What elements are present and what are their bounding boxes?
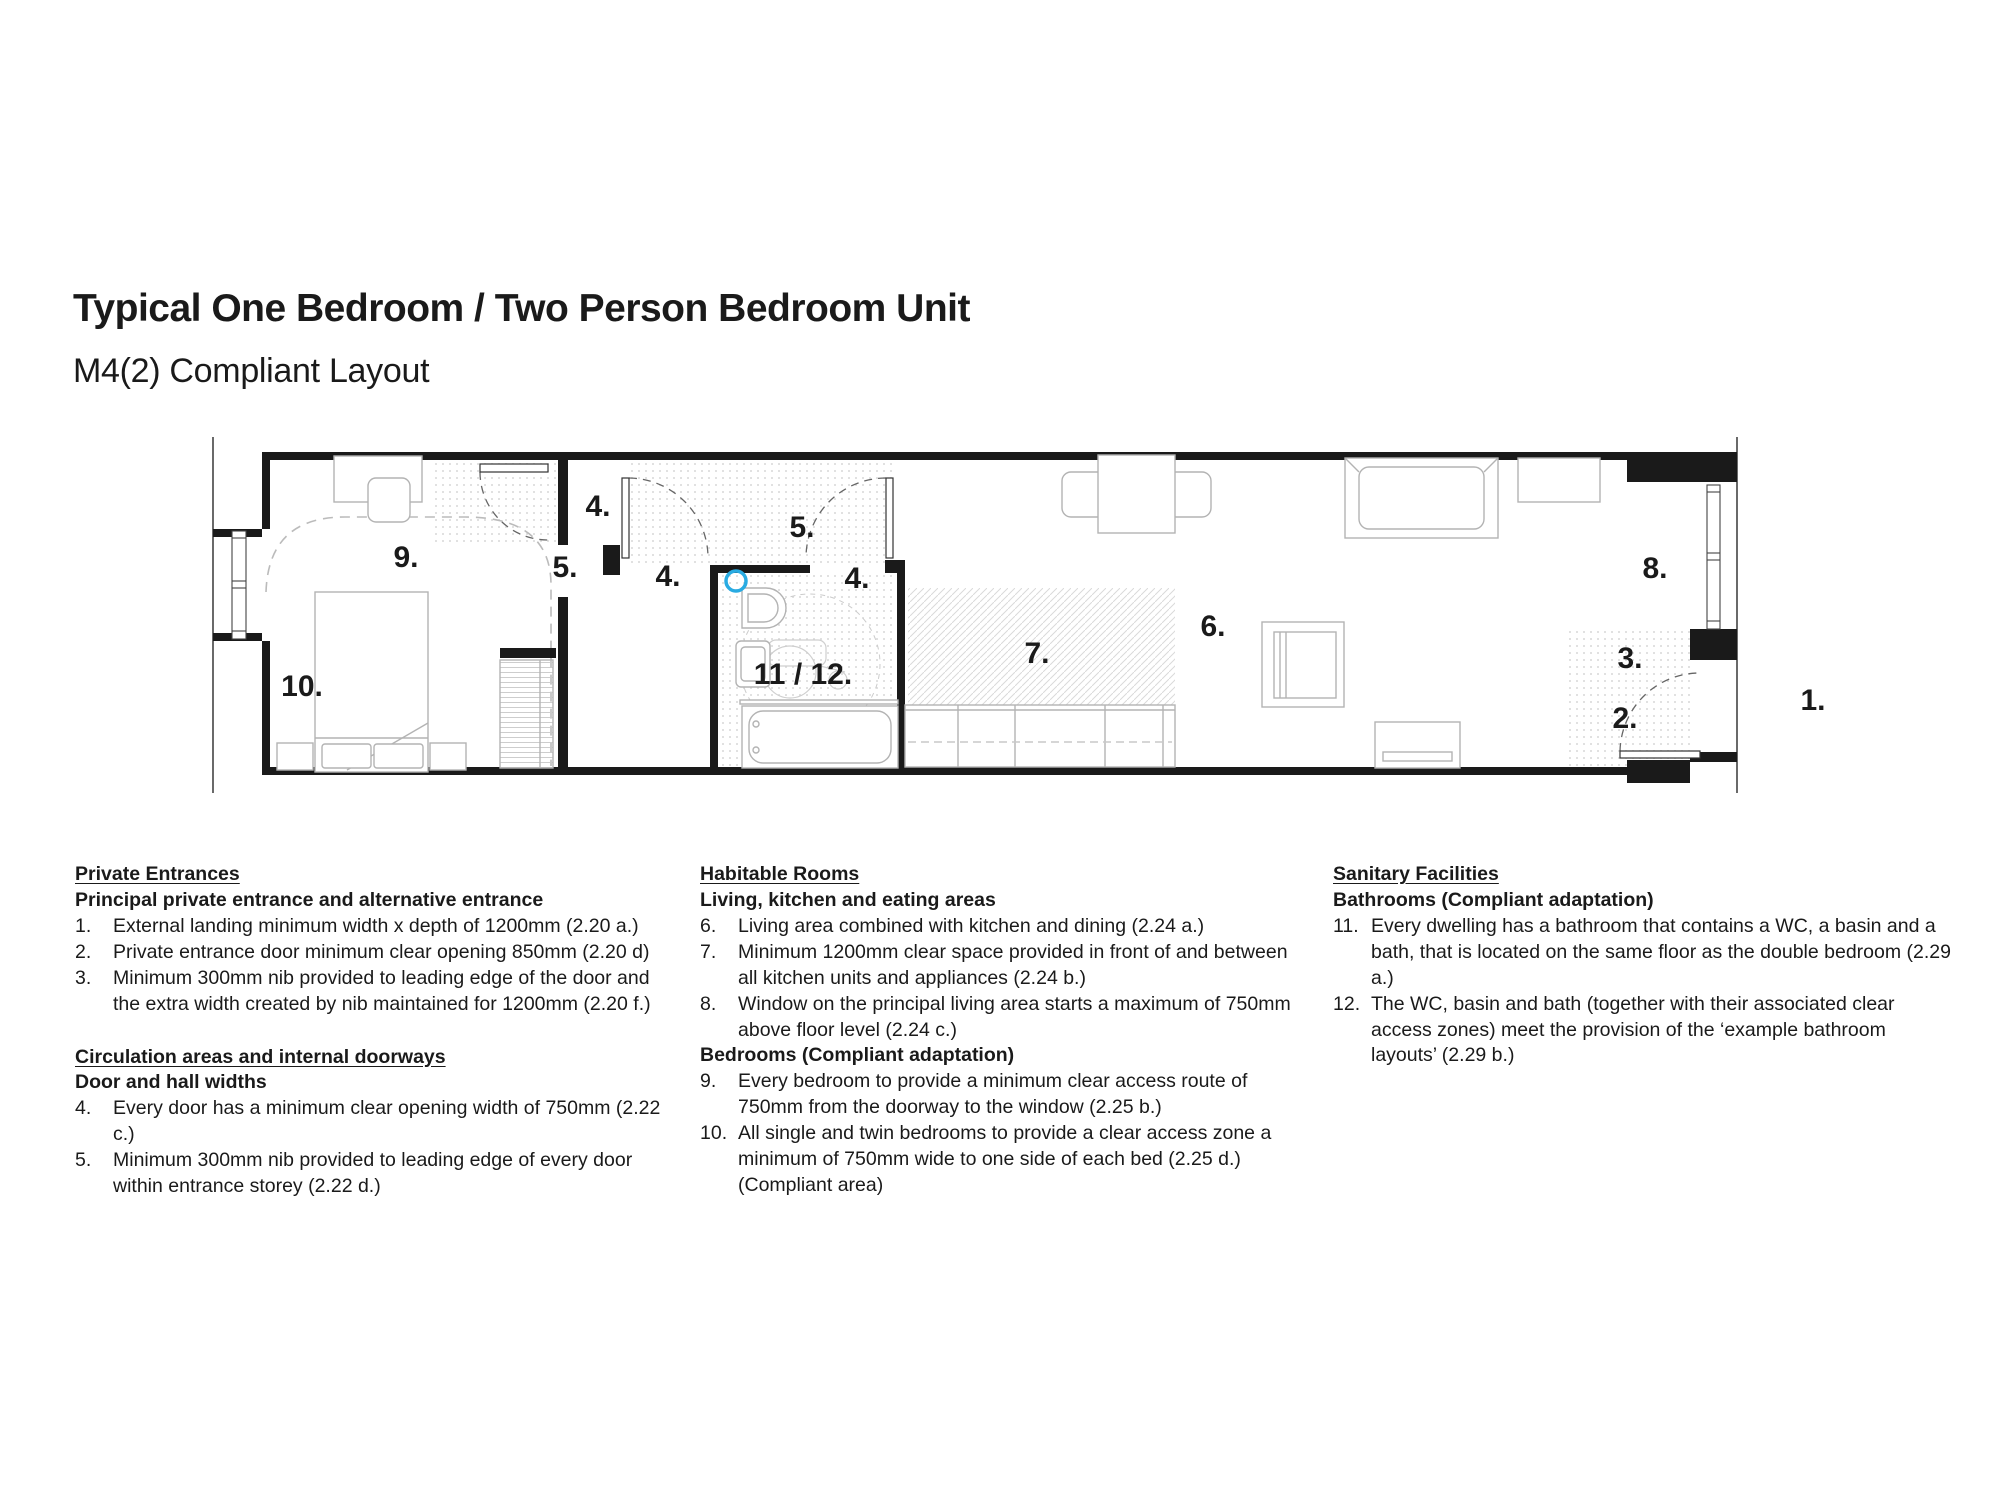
plan-label-5: 5. <box>789 511 815 544</box>
legend-item <box>700 1121 1300 1199</box>
item-number: 1. <box>75 914 92 937</box>
item-number: 5. <box>75 1149 92 1172</box>
section-subheading: Door and hall widths <box>75 1071 267 1094</box>
item-text: Private entrance door minimum clear opening 850mm (2.20 d) <box>113 940 650 963</box>
section-subheading: Bathrooms (Compliant adaptation) <box>1333 888 1654 911</box>
bath-tap <box>753 721 759 727</box>
item-text: External landing minimum width x depth of 1200mm (2.20 a.) <box>113 914 639 937</box>
section-heading: Private Entrances <box>75 863 240 885</box>
kitchen-counter <box>905 705 1175 767</box>
item-text: Minimum 300mm nib provided to leading edge of every door within entrance storey (2.22 d.) <box>113 1149 633 1198</box>
plan-label-4: 4. <box>844 562 870 595</box>
item-number: 7. <box>700 940 717 963</box>
wardrobe <box>500 660 553 768</box>
legend-item <box>700 992 1300 1044</box>
page-title: Typical One Bedroom / Two Person Bedroom Unit <box>73 287 970 330</box>
plan-label-1: 1. <box>1800 684 1826 717</box>
legend-item <box>700 940 1300 992</box>
section-heading: Circulation areas and internal doorways <box>75 1045 446 1068</box>
plan-label-2: 2. <box>1612 702 1638 735</box>
legend-section <box>700 1043 1300 1199</box>
item-number: 2. <box>75 940 92 963</box>
legend-column-sanitary-facilities <box>1333 862 1953 1069</box>
item-number: 12. <box>1333 992 1361 1015</box>
item-text: Living area combined with kitchen and dining (2.24 a.) <box>738 914 1205 937</box>
pillow <box>374 744 423 768</box>
item-number: 3. <box>75 966 92 989</box>
plan-label-1112: 11 / 12. <box>753 658 853 691</box>
section-heading: Sanitary Facilities <box>1333 863 1499 885</box>
entrance-nib-wall <box>1690 629 1737 660</box>
item-number: 10. <box>700 1122 728 1145</box>
legend-item <box>1333 914 1953 992</box>
plan-label-4: 4. <box>655 560 681 593</box>
plan-label-4: 4. <box>585 490 611 523</box>
section-subheading: Principal private entrance and alternative entrance <box>75 888 544 911</box>
item-text: Every bedroom to provide a minimum clear access route of 750mm from the doorway to the window (2.25 b.) <box>738 1070 1248 1119</box>
legend-section <box>700 862 1300 1043</box>
bedside-table <box>430 743 466 770</box>
plan-label-8: 8. <box>1642 552 1668 585</box>
plan-label-10: 10. <box>281 670 323 703</box>
item-number: 6. <box>700 914 717 937</box>
section-subheading: Bedrooms (Compliant adaptation) <box>700 1044 1015 1067</box>
plan-label-3: 3. <box>1617 642 1643 675</box>
legend-section <box>75 1045 675 1201</box>
page-subtitle: M4(2) Compliant Layout <box>73 352 430 390</box>
legend-column-private-entrances <box>75 862 675 1200</box>
legend-item <box>700 914 1300 940</box>
item-number: 4. <box>75 1097 92 1120</box>
legend-item <box>75 966 675 1018</box>
legend-item <box>75 940 675 966</box>
item-text: Window on the principal living area starts a maximum of 750mm above floor level (2.24 c.) <box>738 992 1291 1041</box>
legend-column-habitable-rooms <box>700 862 1300 1199</box>
item-text: The WC, basin and bath (together with their associated clear access zones) meet the provision of the ‘example bathroom layouts’ (2.29 b.) <box>1371 992 1895 1067</box>
item-text: Minimum 1200mm clear space provided in front of and between all kitchen units and appliances (2.24 b.) <box>738 940 1288 989</box>
plan-label-6: 6. <box>1200 610 1226 643</box>
item-number: 8. <box>700 992 717 1015</box>
entrance-door-leaf <box>1620 751 1700 758</box>
item-text: Every dwelling has a bathroom that contains a WC, a basin and a bath, that is located on the same floor as the double bedroom (2.29 a.) <box>1371 914 1951 989</box>
plan-label-7: 7. <box>1024 637 1050 670</box>
item-text: Every door has a minimum clear opening width of 750mm (2.22 c.) <box>113 1097 661 1146</box>
legend-item <box>75 1148 675 1200</box>
item-number: 9. <box>700 1070 717 1093</box>
legend-section <box>1333 862 1953 1069</box>
legend-item <box>1333 992 1953 1070</box>
grab-rail <box>740 700 898 704</box>
plan-label-5: 5. <box>552 551 578 584</box>
section-heading: Habitable Rooms <box>700 863 860 885</box>
item-number: 11. <box>1333 914 1359 937</box>
section-subheading: Living, kitchen and eating areas <box>700 888 996 911</box>
pillow <box>322 744 371 768</box>
bath-tap <box>753 747 759 753</box>
legend-section <box>75 862 675 1018</box>
legend-item <box>75 914 675 940</box>
legend-item <box>700 1069 1300 1121</box>
bedside-table <box>277 743 313 770</box>
legend-item <box>75 1096 675 1148</box>
item-text: All single and twin bedrooms to provide a clear access zone a minimum of 750mm wide to one side of each bed (2.25 d.) (Compliant area) <box>738 1122 1272 1197</box>
plan-label-9: 9. <box>393 541 419 574</box>
item-text: Minimum 300mm nib provided to leading edge of the door and the extra width created by nib maintained for 1200mm (2.20 f.) <box>113 966 651 1015</box>
